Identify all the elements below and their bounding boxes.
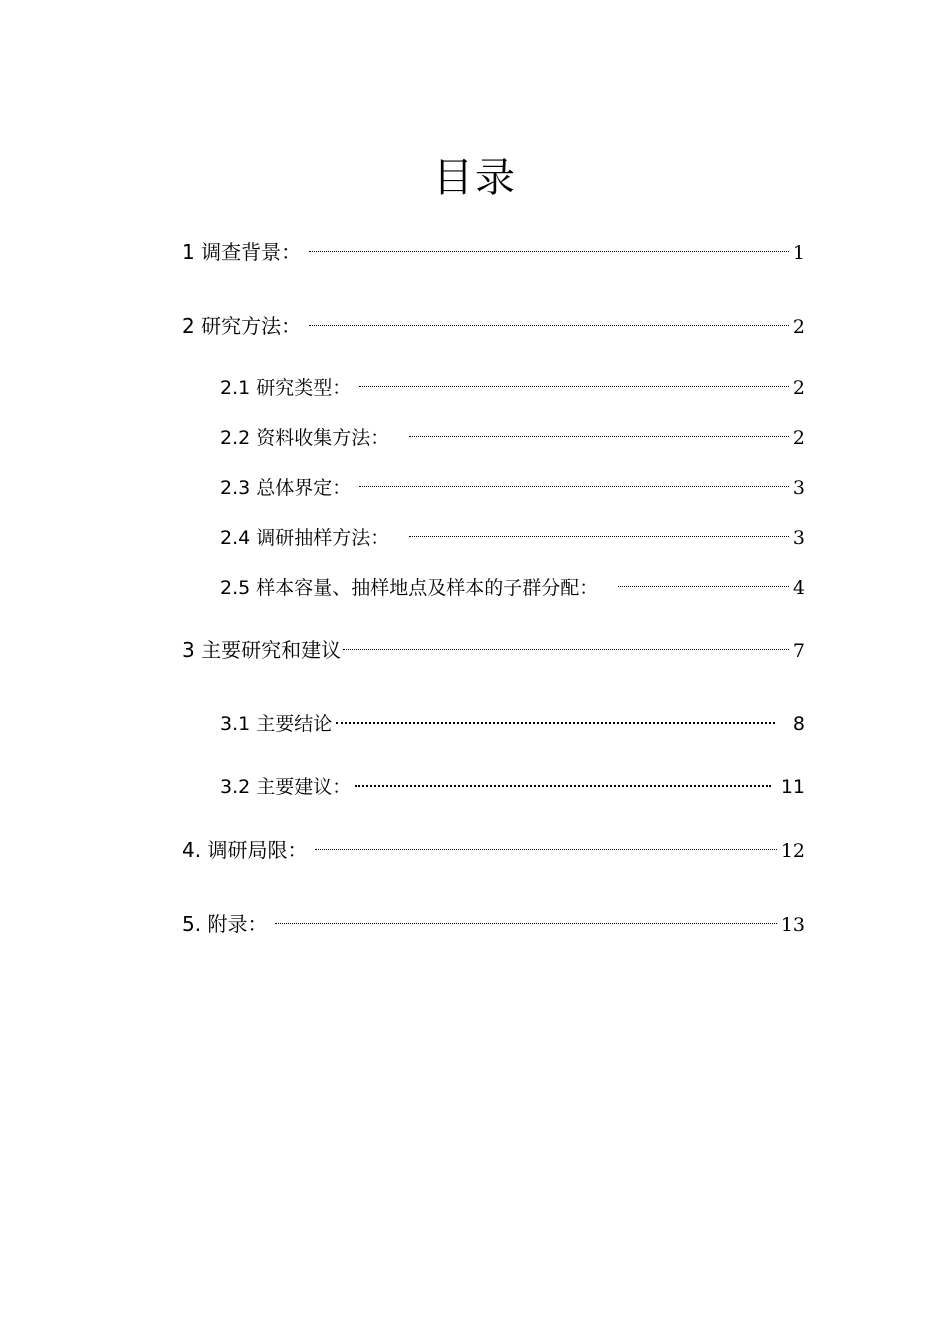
toc-entry-page: 13 <box>780 914 805 936</box>
page-title: 目录 <box>433 155 517 201</box>
toc-entry-page: 2 <box>792 377 805 399</box>
toc-entry-page: 2 <box>792 427 805 449</box>
toc-entry-page: 1 <box>792 242 805 264</box>
dot-leader <box>359 386 789 387</box>
dot-leader <box>359 486 789 487</box>
dot-leader <box>355 785 771 787</box>
dot-leader <box>309 325 789 326</box>
toc-entry-label: 2.3 总体界定： <box>220 477 352 499</box>
toc-entry-page: 11 <box>780 776 805 798</box>
toc-entry-label: 2.4 调研抽样方法： <box>220 527 390 549</box>
toc-entry-3-1[interactable] <box>220 709 805 739</box>
toc-entry-2-5[interactable] <box>220 573 805 603</box>
toc-entry-3[interactable] <box>182 635 805 665</box>
dot-leader <box>618 586 789 587</box>
toc-entry-2-4[interactable] <box>220 523 805 553</box>
toc-entry-label: 2.2 资料收集方法： <box>220 427 390 449</box>
toc-entry-label: 2.1 研究类型： <box>220 377 352 399</box>
dot-leader <box>309 251 789 252</box>
toc-entry-2-2[interactable] <box>220 423 805 453</box>
toc-entry-4[interactable] <box>182 835 805 865</box>
toc-entry-2[interactable] <box>182 311 805 341</box>
toc-entry-label: 5. 附录： <box>182 912 268 936</box>
toc-entry-2-3[interactable] <box>220 473 805 503</box>
dot-leader <box>275 923 776 924</box>
toc-entry-1[interactable] <box>182 237 805 267</box>
toc-entry-label: 2.5 样本容量、抽样地点及样本的子群分配： <box>220 577 599 599</box>
toc-entry-page: 4 <box>792 577 805 599</box>
toc-entry-page: 7 <box>792 640 805 662</box>
toc-entry-label: 1 调查背景： <box>182 240 302 264</box>
dot-leader <box>409 536 789 537</box>
toc-entry-2-1[interactable] <box>220 373 805 403</box>
toc-entry-page: 3 <box>792 527 805 549</box>
toc-entry-page: 8 <box>792 713 805 735</box>
toc-entry-page: 12 <box>780 840 805 862</box>
toc-entry-label: 3.1 主要结论 <box>220 713 333 735</box>
dot-leader <box>315 849 776 850</box>
toc-entry-label: 3.2 主要建议： <box>220 776 352 798</box>
toc-entry-page: 3 <box>792 477 805 499</box>
toc-entry-5[interactable] <box>182 909 805 939</box>
toc-entry-label: 3 主要研究和建议 <box>182 638 342 662</box>
toc-entry-label: 4. 调研局限： <box>182 838 308 862</box>
toc-entry-3-2[interactable] <box>220 772 805 802</box>
dot-leader <box>409 436 789 437</box>
toc-entry-page: 2 <box>792 316 805 338</box>
toc-entry-label: 2 研究方法： <box>182 314 302 338</box>
dot-leader <box>343 649 789 650</box>
dot-leader <box>336 722 775 724</box>
